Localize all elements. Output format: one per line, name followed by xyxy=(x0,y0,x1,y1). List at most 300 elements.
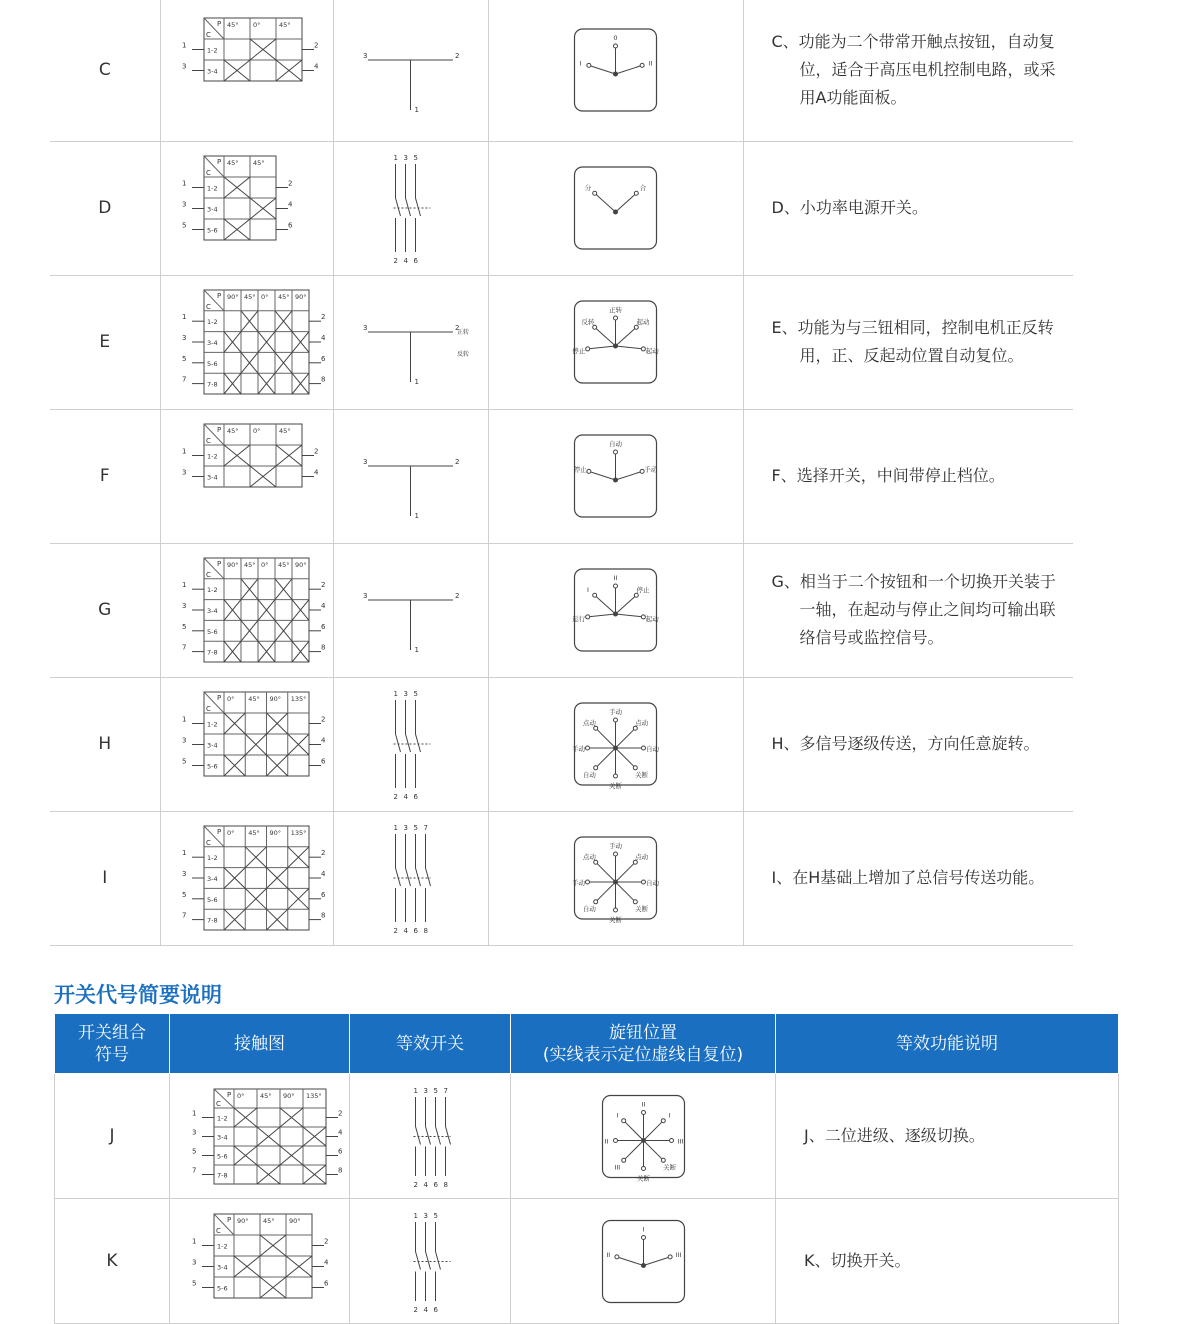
terminal-number: 4 xyxy=(314,468,319,477)
contact-diagram xyxy=(164,816,329,940)
terminal-number: 3 xyxy=(363,592,368,600)
terminal-number: 4 xyxy=(403,793,408,801)
function-description: D、小功率电源开关。 xyxy=(771,198,928,217)
knob-position-label: 关断 xyxy=(635,771,649,780)
angle-label: 0° xyxy=(261,293,269,301)
contact-diagram-cell xyxy=(160,0,333,141)
terminal-number: 2 xyxy=(321,849,326,858)
contact-label: 3-4 xyxy=(216,1263,228,1271)
knob-position-label: 0 xyxy=(613,33,618,42)
terminal-number: 1 xyxy=(413,1086,418,1095)
terminal-number: 1 xyxy=(414,378,419,386)
contact-diagram xyxy=(164,682,329,806)
terminal-number: 3 xyxy=(182,62,187,71)
angle-label: 45° xyxy=(244,561,256,569)
angle-label: 90° xyxy=(269,695,282,703)
knob-center xyxy=(641,1263,646,1268)
angle-label: 0° xyxy=(261,561,269,569)
terminal-number: 5 xyxy=(182,622,187,631)
label-c: C xyxy=(206,838,211,847)
terminal-number: 5 xyxy=(182,890,187,899)
contact-label: 5-6 xyxy=(207,359,218,368)
knob-position-label: 停止 xyxy=(636,586,650,595)
function-description: C、功能为二个带常开触点按钮，自动复位，适合于高压电机控制电路，或采用A功能面板。 xyxy=(771,31,1056,107)
equivalent-switch-diagram xyxy=(338,148,483,268)
function-description: F、选择开关，中间带停止档位。 xyxy=(771,466,1005,485)
switch-blade xyxy=(406,868,411,886)
equivalent-switch-cell xyxy=(333,677,488,811)
terminal-number: 6 xyxy=(321,354,326,363)
terminal-number: 3 xyxy=(363,458,368,466)
terminal-number: 2 xyxy=(321,581,326,590)
terminal-number: 3 xyxy=(191,1128,196,1136)
equivalent-switch-diagram xyxy=(338,282,483,402)
contact-label: 1-2 xyxy=(207,318,218,327)
angle-label: 45° xyxy=(278,561,290,569)
knob-center xyxy=(641,1138,646,1143)
knob-position-label: 合 xyxy=(639,184,647,193)
knob-position-diagram xyxy=(516,1081,771,1192)
terminal-number: 1 xyxy=(393,824,398,832)
switch-code: D xyxy=(50,141,160,275)
switch-code: F xyxy=(50,409,160,543)
switch-blade xyxy=(445,1126,450,1144)
contact-diagram xyxy=(174,1204,346,1319)
contact-label: 5-6 xyxy=(207,226,218,235)
knob-position-dot xyxy=(614,852,618,856)
knob-center xyxy=(613,71,618,76)
equivalent-switch-cell xyxy=(350,1199,511,1324)
terminal-number: 6 xyxy=(413,793,418,801)
angle-label: 45° xyxy=(278,293,290,301)
contact-diagram xyxy=(174,1079,346,1194)
table-row xyxy=(50,811,1073,945)
contact-diagram xyxy=(164,280,329,404)
switch-blade xyxy=(435,1126,440,1144)
knob-position-label: 关断 xyxy=(609,782,622,790)
label-c: C xyxy=(206,570,211,579)
function-description: I、在H基础上增加了总信号传送功能。 xyxy=(771,868,1045,887)
contact-diagram xyxy=(164,8,329,132)
label-c: C xyxy=(206,437,211,445)
knob-position-label: III xyxy=(677,1137,683,1145)
knob-position-diagram xyxy=(516,1206,771,1317)
knob-position-dot xyxy=(594,900,598,904)
label-p: P xyxy=(217,828,222,836)
terminal-number: 3 xyxy=(182,200,187,209)
terminal-number: 4 xyxy=(321,736,326,745)
equivalent-switch-cell xyxy=(333,275,488,409)
knob-position-dot xyxy=(614,908,618,912)
angle-label: 0° xyxy=(253,427,261,435)
knob-position-label: 关断 xyxy=(635,905,649,914)
terminal-number: 3 xyxy=(423,1211,428,1220)
terminal-number: 1 xyxy=(182,313,187,322)
knob-position-dot xyxy=(614,316,618,320)
knob-position-cell xyxy=(488,275,743,409)
knob-position-cell xyxy=(488,141,743,275)
contact-label: 1-2 xyxy=(207,586,218,595)
terminal-number: 6 xyxy=(323,1279,328,1287)
contact-diagram-cell xyxy=(160,543,333,677)
knob-position-dot xyxy=(614,450,618,454)
header-contact-diagram: 接触图 xyxy=(170,1014,350,1074)
knob-position-label: 起动 xyxy=(645,614,659,623)
knob-position-label: 起动 xyxy=(645,346,659,355)
header-function-desc: 等效功能说明 xyxy=(776,1014,1119,1074)
knob-position-label: I xyxy=(587,586,589,595)
angle-label: 0° xyxy=(253,20,261,29)
switch-blade xyxy=(416,198,421,216)
knob-position-diagram xyxy=(493,550,738,670)
knob-position-dot xyxy=(661,1118,665,1122)
terminal-number: 4 xyxy=(321,602,326,610)
equivalent-switch-cell xyxy=(333,409,488,543)
contact-label: 5-6 xyxy=(207,895,218,904)
terminal-number: 2 xyxy=(337,1109,342,1117)
terminal-number: 6 xyxy=(288,221,293,230)
grid-border xyxy=(204,290,309,394)
terminal-number: 1 xyxy=(182,41,187,50)
label-c: C xyxy=(206,705,211,713)
terminal-number: 2 xyxy=(455,51,460,60)
angle-label: 135° xyxy=(290,829,307,837)
switch-blade xyxy=(435,1251,440,1269)
angle-label: 90° xyxy=(295,561,307,569)
contact-label: 3-4 xyxy=(207,205,218,214)
terminal-number: 5 xyxy=(433,1086,438,1095)
contact-label: 1-2 xyxy=(216,1242,228,1250)
angle-label: 90° xyxy=(288,1216,301,1225)
terminal-number: 8 xyxy=(321,911,326,920)
terminal-number: 6 xyxy=(337,1147,342,1155)
header-knob-position: 旋钮位置 (实线表示定位虚线自复位) xyxy=(511,1014,776,1074)
description-cell xyxy=(743,677,1073,811)
knob-position-label: III xyxy=(613,1163,620,1172)
knob-position-label: 停止 xyxy=(573,465,587,474)
terminal-number: 6 xyxy=(413,257,418,265)
terminal-number: 3 xyxy=(182,870,187,878)
knob-position-label: 关断 xyxy=(609,916,622,924)
terminal-number: 3 xyxy=(182,602,187,610)
equivalent-switch-cell xyxy=(333,811,488,945)
contact-label: 3-4 xyxy=(207,607,218,615)
contact-label: 7-8 xyxy=(207,380,218,389)
label-p: P xyxy=(217,19,222,28)
terminal-number: 1 xyxy=(182,581,187,590)
angle-label: 0° xyxy=(227,829,235,837)
contact-label: 3-4 xyxy=(207,339,218,347)
terminal-number: 2 xyxy=(393,793,398,801)
table-row xyxy=(50,141,1073,275)
switch-blade xyxy=(425,1126,430,1144)
terminal-number: 3 xyxy=(182,468,187,477)
terminal-number: 1 xyxy=(413,1211,418,1220)
terminal-number: 7 xyxy=(182,643,187,652)
knob-position-label: II xyxy=(641,1100,645,1108)
contact-diagram-cell xyxy=(160,811,333,945)
knob-position-label: 自动 xyxy=(609,440,622,448)
switch-code: I xyxy=(50,811,160,945)
knob-position-diagram xyxy=(493,10,738,130)
terminal-number: 2 xyxy=(314,447,319,456)
terminal-number: 5 xyxy=(413,154,418,162)
terminal-number: 6 xyxy=(433,1305,438,1314)
terminal-number: 2 xyxy=(455,458,460,466)
description-cell xyxy=(776,1074,1119,1199)
terminal-number: 1 xyxy=(393,690,398,698)
contact-label: 3-4 xyxy=(207,473,218,482)
switch-blade xyxy=(416,734,421,752)
terminal-number: 1 xyxy=(182,849,187,858)
knob-position-dot xyxy=(614,584,618,588)
contact-diagram-cell xyxy=(170,1074,350,1199)
contact-label: 7-8 xyxy=(207,916,218,925)
terminal-number: 3 xyxy=(403,824,408,832)
angle-label: 90° xyxy=(295,293,307,301)
description-cell xyxy=(743,0,1073,141)
angle-label: 45° xyxy=(248,695,260,703)
terminal-number: 4 xyxy=(288,200,293,209)
contact-label: 1-2 xyxy=(207,452,218,461)
switch-blade xyxy=(425,1251,430,1269)
terminal-number: 6 xyxy=(321,757,326,766)
function-description: G、相当于二个按钮和一个切换开关装于一轴，在起动与停止之间均可输出联络信号或监控信号。 xyxy=(771,572,1056,647)
label-c: C xyxy=(206,30,211,39)
description-cell xyxy=(743,543,1073,677)
label-p: P xyxy=(217,426,222,434)
terminal-number: 1 xyxy=(393,154,398,162)
label-c: C xyxy=(215,1226,221,1235)
knob-center xyxy=(613,612,618,617)
terminal-number: 1 xyxy=(191,1109,196,1117)
switch-code: K xyxy=(55,1199,170,1324)
contact-label: 5-6 xyxy=(207,762,218,771)
header-combo-symbol: 开关组合 符号 xyxy=(55,1014,170,1074)
knob-position-dot xyxy=(634,191,638,195)
equivalent-switch-diagram xyxy=(338,550,483,670)
terminal-number: 2 xyxy=(455,324,460,332)
knob-position-cell xyxy=(488,543,743,677)
grid-border xyxy=(204,826,309,930)
angle-label: 0° xyxy=(236,1091,244,1100)
switch-code: G xyxy=(50,543,160,677)
upper-spec-table xyxy=(50,0,1073,946)
knob-position-dot xyxy=(661,1158,665,1162)
terminal-number: 7 xyxy=(423,824,428,832)
terminal-number: 2 xyxy=(413,1305,418,1314)
contact-label: 3-4 xyxy=(216,1133,228,1141)
terminal-number: 8 xyxy=(321,643,326,652)
contact-label: 1-2 xyxy=(207,854,218,863)
terminal-number: 2 xyxy=(314,41,319,50)
terminal-number: 2 xyxy=(321,313,326,322)
contact-label: 5-6 xyxy=(216,1284,228,1292)
terminal-number: 1 xyxy=(191,1237,196,1245)
switch-blade xyxy=(396,868,401,886)
angle-label: 135° xyxy=(290,695,307,703)
contact-diagram xyxy=(164,414,329,538)
contact-label: 3-4 xyxy=(207,875,218,883)
terminal-number: 5 xyxy=(433,1211,438,1220)
terminal-number: 8 xyxy=(443,1180,448,1189)
knob-position-label: 自动 xyxy=(582,771,596,780)
angle-label: 45° xyxy=(262,1216,275,1225)
table-row xyxy=(50,275,1073,409)
equivalent-switch-diagram xyxy=(338,10,483,130)
knob-position-label: 手动 xyxy=(572,745,585,753)
knob-position-dot xyxy=(614,774,618,778)
angle-label: 90° xyxy=(282,1091,295,1100)
knob-position-label: III xyxy=(675,1250,682,1259)
switch-blade xyxy=(426,868,431,886)
terminal-number: 2 xyxy=(321,715,326,724)
description-cell xyxy=(743,275,1073,409)
terminal-number: 6 xyxy=(321,890,326,899)
contact-label: 7-8 xyxy=(207,648,218,657)
knob-position-cell xyxy=(488,0,743,141)
knob-position-dot xyxy=(614,44,618,48)
knob-position-dot xyxy=(586,880,590,884)
knob-position-label: 手动 xyxy=(572,879,585,887)
description-cell xyxy=(743,409,1073,543)
switch-blade xyxy=(415,1126,420,1144)
equivalent-switch-diagram xyxy=(355,1081,506,1192)
knob-frame xyxy=(575,167,657,249)
terminal-number: 6 xyxy=(433,1180,438,1189)
function-description: K、切换开关。 xyxy=(804,1251,911,1270)
knob-position-label: 反转 xyxy=(581,318,595,327)
terminal-number: 4 xyxy=(314,62,319,71)
knob-position-diagram xyxy=(493,282,738,402)
table-row xyxy=(55,1199,1119,1324)
equivalent-switch-diagram xyxy=(338,818,483,938)
knob-position-dot xyxy=(621,1118,625,1122)
terminal-number: 4 xyxy=(323,1258,328,1266)
description-cell xyxy=(743,141,1073,275)
knob-center xyxy=(613,210,618,215)
switch-label: 正转 xyxy=(457,329,470,336)
knob-position-dot xyxy=(586,746,590,750)
contact-diagram xyxy=(164,548,329,672)
knob-position-label: 点动 xyxy=(582,718,596,727)
terminal-number: 1 xyxy=(182,715,187,724)
equivalent-switch-cell xyxy=(333,0,488,141)
switch-blade xyxy=(406,734,411,752)
knob-position-cell xyxy=(511,1199,776,1324)
angle-label: 45° xyxy=(253,159,265,167)
terminal-number: 4 xyxy=(403,257,408,265)
contact-label: 1-2 xyxy=(207,184,218,193)
terminal-number: 4 xyxy=(423,1305,428,1314)
terminal-number: 2 xyxy=(393,927,398,935)
equivalent-switch-cell xyxy=(333,543,488,677)
terminal-number: 1 xyxy=(414,105,419,114)
label-p: P xyxy=(226,1215,231,1224)
label-p: P xyxy=(217,158,222,166)
terminal-number: 5 xyxy=(191,1279,196,1287)
angle-label: 45° xyxy=(227,427,239,435)
function-description: E、功能为与三钮相同，控制电机正反转用，正、反起动位置自动复位。 xyxy=(771,318,1054,365)
knob-position-label: 手动 xyxy=(609,708,622,716)
label-c: C xyxy=(206,302,211,311)
knob-position-dot xyxy=(641,1235,645,1239)
knob-position-label: 运行 xyxy=(572,614,586,623)
terminal-number: 3 xyxy=(423,1086,428,1095)
knob-position-label: II xyxy=(613,574,618,582)
angle-label: 90° xyxy=(227,293,239,301)
knob-position-label: 手动 xyxy=(644,465,658,474)
knob-position-cell xyxy=(488,409,743,543)
function-description: H、多信号逐级传送，方向任意旋转。 xyxy=(771,734,1040,753)
terminal-number: 7 xyxy=(182,911,187,920)
switch-blade xyxy=(415,1251,420,1269)
angle-label: 45° xyxy=(244,293,256,301)
knob-position-label: II xyxy=(604,1137,608,1145)
terminal-number: 6 xyxy=(413,927,418,935)
switch-blade xyxy=(396,198,401,216)
contact-label: 3-4 xyxy=(207,741,218,750)
terminal-number: 2 xyxy=(413,1180,418,1189)
terminal-number: 3 xyxy=(363,324,368,332)
knob-position-dot xyxy=(587,63,591,67)
knob-position-dot xyxy=(613,1138,617,1142)
knob-position-dot xyxy=(641,1166,645,1170)
knob-position-dot xyxy=(586,615,590,619)
angle-label: 90° xyxy=(227,561,239,569)
terminal-number: 8 xyxy=(321,375,326,384)
switch-code-table xyxy=(54,1013,1119,1324)
knob-position-cell xyxy=(488,811,743,945)
knob-position-dot xyxy=(587,469,591,473)
contact-label: 5-6 xyxy=(216,1152,228,1160)
knob-position-dot xyxy=(614,718,618,722)
terminal-number: 4 xyxy=(337,1128,342,1136)
knob-position-dot xyxy=(593,191,597,195)
knob-position-dot xyxy=(642,746,646,750)
knob-position-label: 点动 xyxy=(635,718,649,727)
terminal-number: 5 xyxy=(182,354,187,363)
table-row xyxy=(50,677,1073,811)
terminal-number: 7 xyxy=(191,1166,196,1174)
knob-center xyxy=(613,478,618,483)
terminal-number: 3 xyxy=(403,154,408,162)
switch-blade xyxy=(416,868,421,886)
contact-diagram-cell xyxy=(160,275,333,409)
knob-position-dot xyxy=(642,880,646,884)
terminal-number: 4 xyxy=(321,334,326,342)
knob-position-dot xyxy=(594,766,598,770)
knob-position-label: 手动 xyxy=(609,842,622,850)
terminal-number: 7 xyxy=(182,375,187,384)
equivalent-switch-diagram xyxy=(338,684,483,804)
angle-label: 0° xyxy=(227,695,235,703)
knob-position-dot xyxy=(633,900,637,904)
knob-position-label: I xyxy=(615,1110,618,1119)
label-c: C xyxy=(215,1099,221,1108)
knob-position-label: I xyxy=(668,1110,671,1119)
terminal-number: 5 xyxy=(182,221,187,230)
knob-position-dot xyxy=(633,766,637,770)
label-p: P xyxy=(217,292,222,300)
description-cell xyxy=(743,811,1073,945)
terminal-number: 2 xyxy=(323,1237,328,1245)
knob-center xyxy=(613,880,618,885)
knob-position-label: 自动 xyxy=(646,879,659,887)
knob-position-label: 关断 xyxy=(662,1163,676,1172)
contact-diagram-cell xyxy=(170,1199,350,1324)
label-p: P xyxy=(217,694,222,702)
